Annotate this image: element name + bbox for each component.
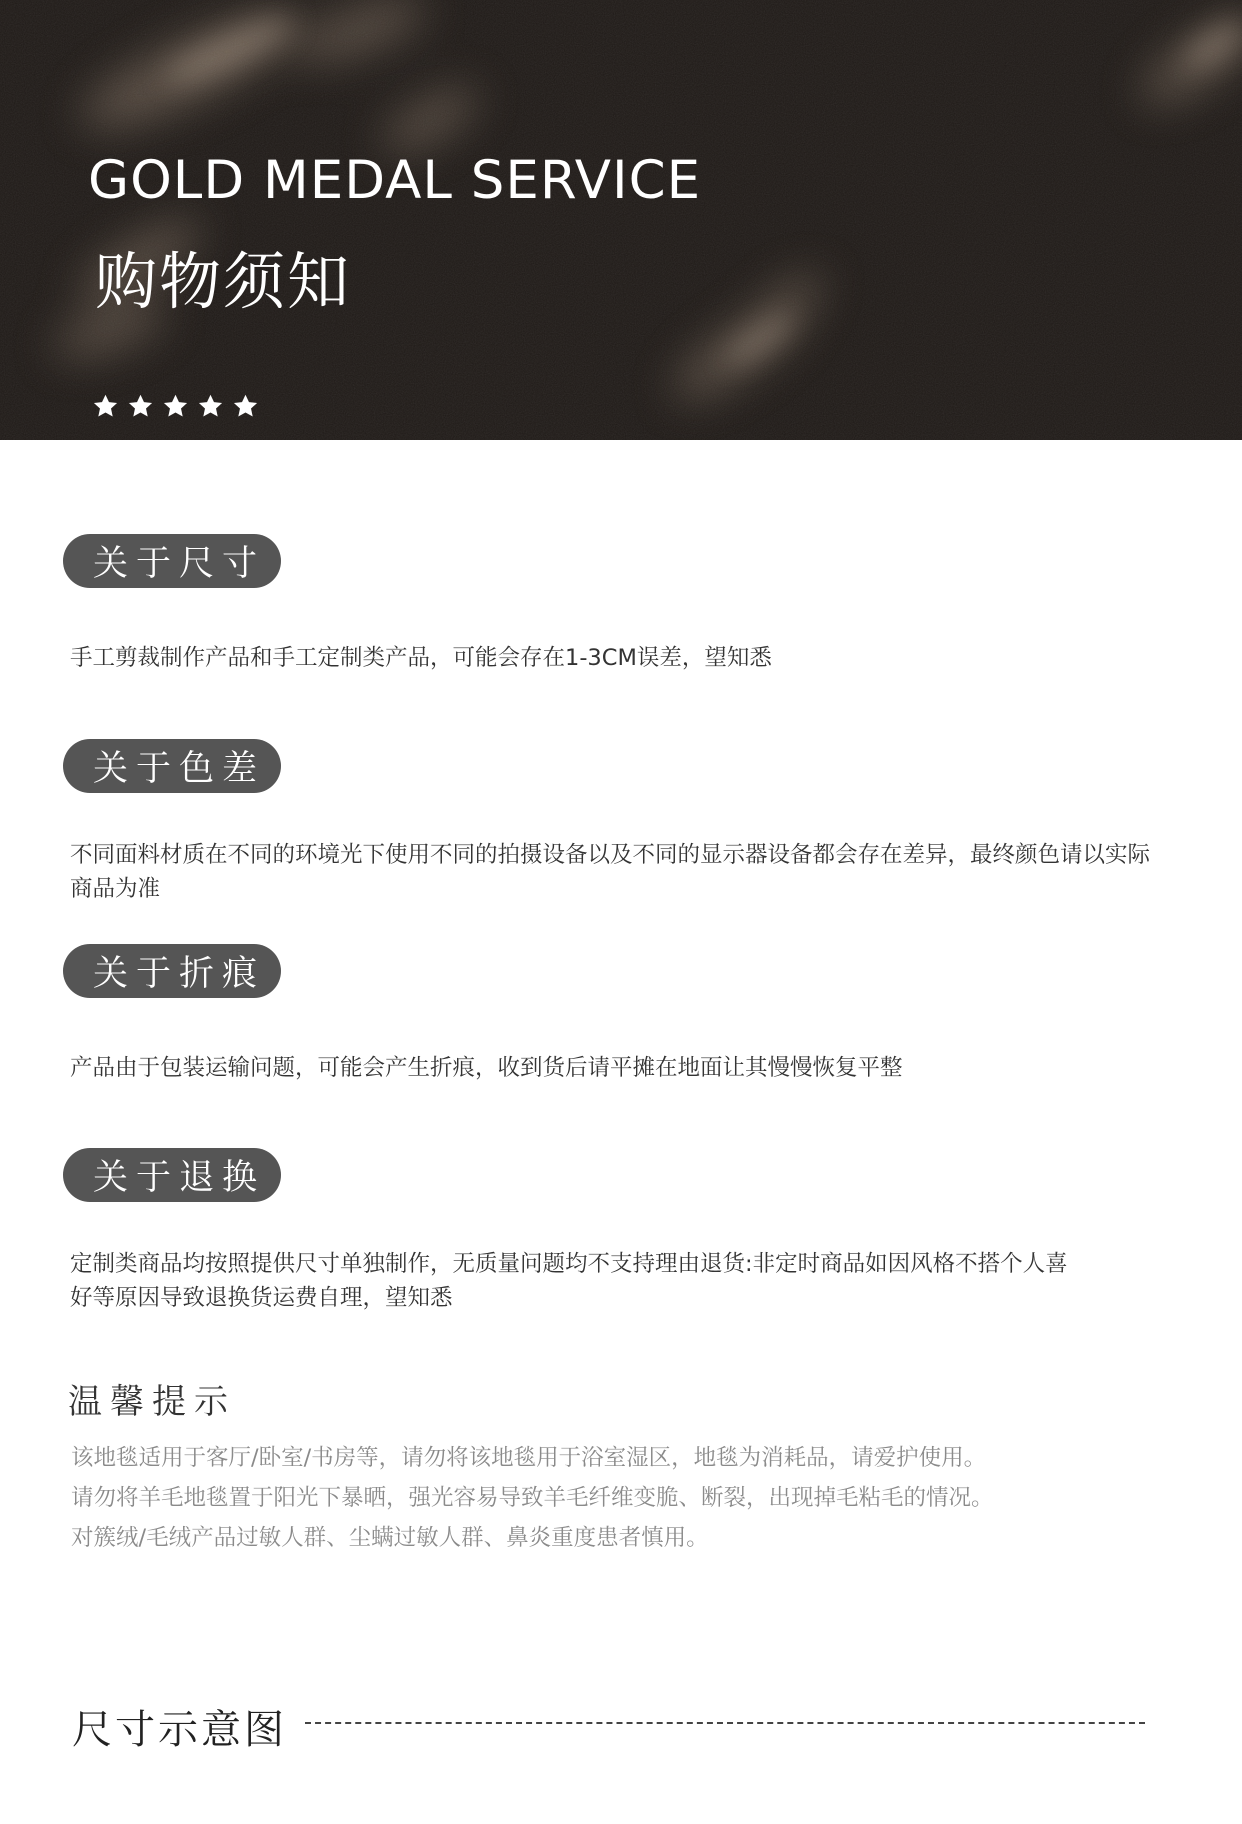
section-label-color-diff: 关于色差	[63, 739, 281, 793]
hero-banner	[0, 0, 1242, 440]
section-label-return: 关于退换	[63, 1148, 281, 1202]
tips-item: 请勿将羊毛地毯置于阳光下暴晒，强光容易导致羊毛纤维变脆、断裂，出现掉毛粘毛的情况。	[71, 1485, 994, 1511]
star-icon	[197, 393, 224, 420]
section-text-color-diff: 不同面料材质在不同的环境光下使用不同的拍摄设备以及不同的显示器设备都会存在差异，最终颜色请以实际商品为准	[70, 842, 1151, 902]
section-text-crease: 产品由于包装运输问题，可能会产生折痕，收到货后请平摊在地面让其慢慢恢复平整	[70, 1055, 903, 1081]
star-icon	[92, 393, 119, 420]
tips-item: 对簇绒/毛绒产品过敏人群、尘螨过敏人群、鼻炎重度患者慎用。	[71, 1525, 709, 1551]
section-label-size: 关于尺寸	[63, 534, 281, 588]
tips-item: 该地毯适用于客厅/卧室/书房等，请勿将该地毯用于浴室湿区，地毯为消耗品，请爱护使用。	[71, 1445, 987, 1471]
star-icon	[232, 393, 259, 420]
tips-title: 温馨提示	[68, 1382, 236, 1422]
star-rating	[92, 393, 259, 420]
tips-list	[71, 1438, 994, 1558]
section-text-size: 手工剪裁制作产品和手工定制类产品，可能会存在1-3CM误差，望知悉	[70, 645, 772, 671]
dashed-divider	[305, 1722, 1145, 1724]
hero-title-en: GOLD MEDAL SERVICE	[88, 150, 702, 211]
section-label-crease: 关于折痕	[63, 944, 281, 998]
star-icon	[127, 393, 154, 420]
hero-shadow-texture	[0, 0, 1242, 440]
star-icon	[162, 393, 189, 420]
hero-title-cn: 购物须知	[95, 245, 352, 318]
size-diagram-title: 尺寸示意图	[72, 1707, 287, 1753]
section-text-return: 定制类商品均按照提供尺寸单独制作，无质量问题均不支持理由退货:非定时商品如因风格不搭个人喜好等原因导致退换货运费自理，望知悉	[70, 1251, 1068, 1311]
